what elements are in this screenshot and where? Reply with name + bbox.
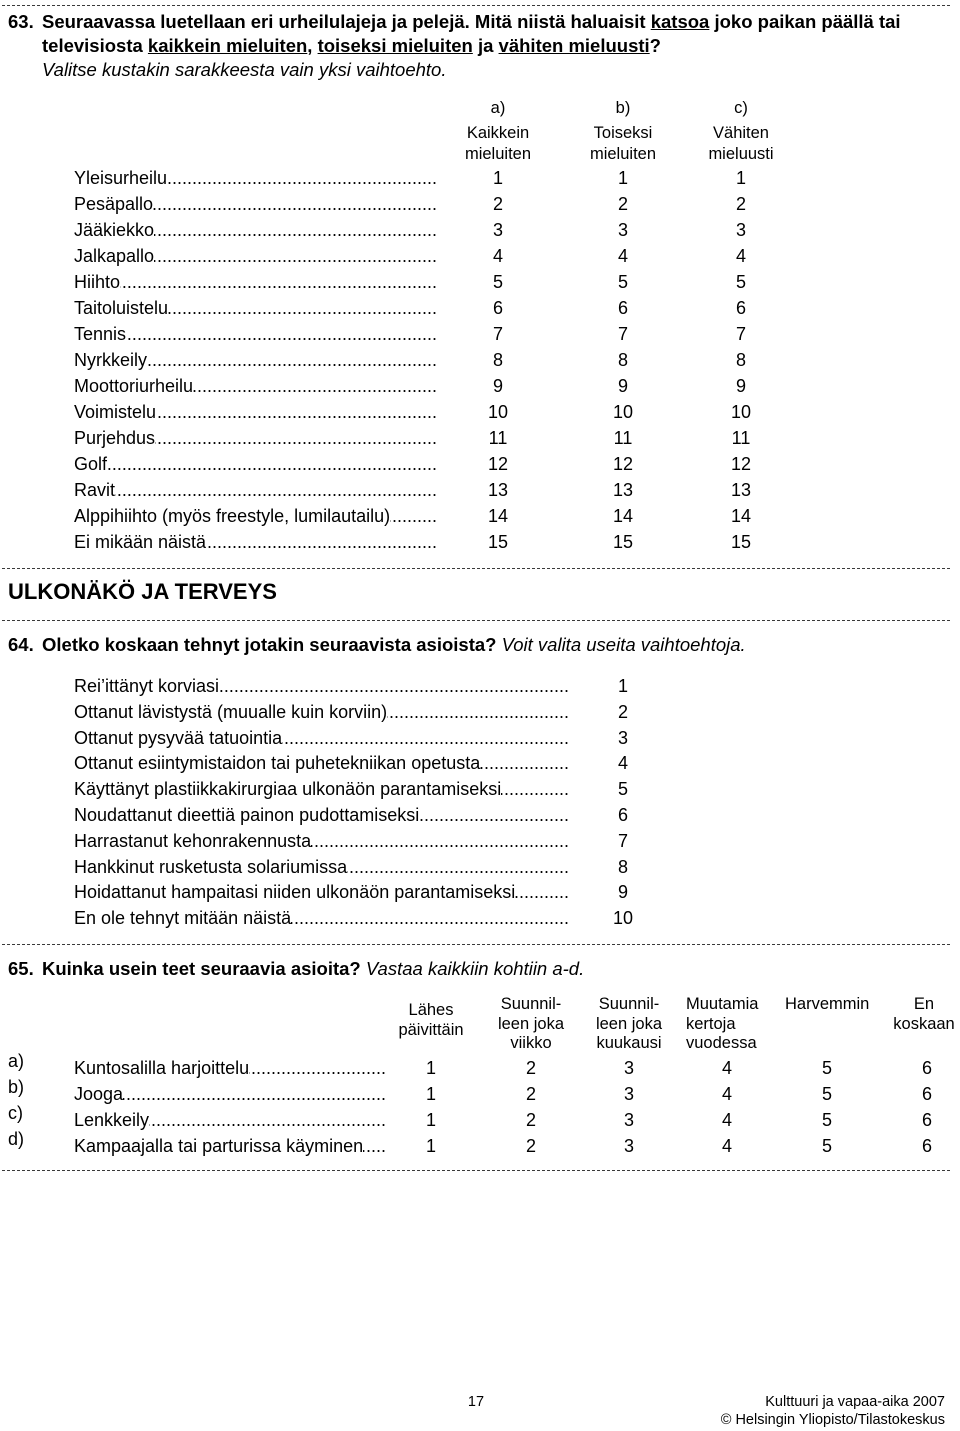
- appearance-option-row: [0, 674, 960, 700]
- column-header-line: leen joka: [497, 1014, 565, 1033]
- question-emphasis: katsoa: [650, 11, 710, 32]
- column-header-line: Suunnil-: [598, 995, 660, 1013]
- answer-code: 12: [730, 454, 752, 474]
- option-label: Lenkkeily: [74, 1110, 150, 1130]
- option-label-with-leader: [74, 243, 437, 269]
- column-header-line: leen joka: [595, 1014, 663, 1033]
- option-label-with-leader: [74, 191, 437, 217]
- option-label-with-leader: [74, 880, 569, 906]
- sport-option-row: [0, 269, 960, 295]
- answer-code: 1: [425, 1058, 436, 1078]
- column-header-line: En: [913, 995, 935, 1013]
- answer-code: 2: [525, 1084, 536, 1104]
- answer-code: 3: [623, 1058, 634, 1078]
- appearance-option-row: [0, 777, 960, 803]
- question-emphasis: toiseksi mieluiten: [317, 35, 473, 56]
- dot-leader: [206, 529, 437, 555]
- option-label-with-leader: [74, 906, 569, 932]
- answer-code: 2: [617, 194, 628, 214]
- answer-code: 3: [492, 220, 503, 240]
- column-letter: a): [490, 99, 506, 117]
- answer-code: 6: [921, 1058, 932, 1078]
- page-number: 17: [467, 1394, 485, 1410]
- answer-code: 10: [612, 908, 634, 929]
- option-label-with-leader: [74, 477, 437, 503]
- option-label: Moottoriurheilu: [74, 376, 194, 396]
- dot-leader: [154, 217, 437, 243]
- answer-code: 1: [735, 168, 746, 188]
- answer-code: 9: [735, 376, 746, 396]
- column-header-line: mieluiten: [589, 145, 657, 163]
- column-header-line: viikko: [510, 1034, 552, 1052]
- option-label-with-leader: [74, 425, 437, 451]
- answer-code: 4: [721, 1058, 732, 1078]
- option-label: Voimistelu: [74, 402, 157, 422]
- question-title: Oletko koskaan tehnyt jotakin seuraavista asioista?: [42, 634, 497, 655]
- dot-leader: [390, 503, 437, 529]
- option-label: Jääkiekko: [74, 220, 155, 240]
- item-letter: b): [8, 1077, 25, 1097]
- option-label-with-leader: [74, 347, 437, 373]
- column-header-line: Suunnil-: [500, 995, 562, 1013]
- option-label: Ottanut esiintymistaidon tai puhetekniikan opetusta: [74, 753, 481, 774]
- answer-code: 3: [623, 1136, 634, 1156]
- option-label-with-leader: [74, 503, 437, 529]
- answer-code: 13: [612, 480, 634, 500]
- answer-code: 3: [735, 220, 746, 240]
- option-label-with-leader: [74, 165, 437, 191]
- dot-leader: [120, 269, 437, 295]
- sport-option-row: [0, 165, 960, 191]
- option-label-with-leader: [74, 1133, 386, 1159]
- column-header-line: Muutamia: [686, 995, 759, 1013]
- answer-code: 4: [492, 246, 503, 266]
- dot-leader: [249, 1055, 386, 1081]
- appearance-options-list: [0, 674, 960, 932]
- answer-code: 5: [821, 1110, 832, 1130]
- answer-code: 5: [821, 1084, 832, 1104]
- question-text-part: Seuraavassa luetellaan eri urheilulajeja ja pelejä. Mitä niistä haluaisit: [42, 11, 651, 32]
- dot-leader: [168, 295, 437, 321]
- appearance-option-row: [0, 803, 960, 829]
- dot-leader: [156, 399, 437, 425]
- appearance-option-row: [0, 906, 960, 932]
- question-text-part: ,: [307, 35, 318, 56]
- question-instruction: Vastaa kaikkiin kohtiin a-d.: [365, 958, 585, 979]
- option-label: Nyrkkeily: [74, 350, 148, 370]
- question-emphasis: vähiten mieluusti: [498, 35, 650, 56]
- option-label-with-leader: [74, 674, 569, 700]
- option-label: Ottanut lävistystä (muualle kuin korviin): [74, 701, 388, 722]
- sport-option-row: [0, 399, 960, 425]
- answer-code: 4: [721, 1136, 732, 1156]
- item-letter: a): [8, 1051, 25, 1071]
- question-text-part: joko paikan päällä tai: [709, 11, 901, 32]
- option-label: Jooga: [74, 1084, 124, 1104]
- dashed-divider: [2, 1170, 950, 1171]
- option-label: Golf: [74, 454, 108, 474]
- answer-code: 11: [731, 428, 751, 448]
- answer-code: 5: [821, 1136, 832, 1156]
- appearance-option-row: [0, 880, 960, 906]
- option-label-with-leader: [74, 399, 437, 425]
- option-label-with-leader: [74, 529, 437, 555]
- answer-code: 15: [730, 532, 752, 552]
- dot-leader: [311, 829, 569, 855]
- appearance-option-row: [0, 855, 960, 881]
- sport-option-row: [0, 477, 960, 503]
- column-header-yearly: [686, 995, 758, 1054]
- question-line-2: [42, 34, 901, 58]
- answer-code: 12: [487, 454, 509, 474]
- question-title: Kuinka usein teet seuraavia asioita?: [42, 958, 361, 979]
- answer-code: 5: [617, 272, 628, 292]
- activity-frequency-list: [0, 1051, 960, 1159]
- option-label-with-leader: [74, 217, 437, 243]
- dashed-divider: [2, 568, 950, 569]
- answer-code: 6: [492, 298, 503, 318]
- answer-code: 14: [730, 506, 752, 526]
- question-text: [42, 957, 584, 981]
- sport-option-row: [0, 529, 960, 555]
- sport-option-row: [0, 425, 960, 451]
- dot-leader: [123, 1081, 386, 1107]
- option-label: Noudattanut dieettiä painon pudottamiseksi: [74, 804, 420, 825]
- option-label: Hankkinut rusketusta solariumissa: [74, 856, 348, 877]
- dot-leader: [154, 243, 437, 269]
- answer-code: 13: [487, 480, 509, 500]
- option-label: Tennis: [74, 324, 127, 344]
- column-header-never: [890, 995, 958, 1034]
- answer-code: 10: [487, 402, 509, 422]
- answer-code: 1: [425, 1110, 436, 1130]
- option-label-with-leader: [74, 321, 437, 347]
- answer-code: 8: [617, 856, 628, 877]
- publication-title: Kulttuuri ja vapaa-aika 2007: [765, 1394, 945, 1410]
- answer-code: 2: [617, 701, 628, 722]
- answer-code: 15: [612, 532, 634, 552]
- column-header-line: kertoja: [686, 1014, 736, 1033]
- footer-publication-info: [721, 1393, 945, 1429]
- option-label: Ottanut pysyvää tatuointia: [74, 727, 283, 748]
- option-label-with-leader: [74, 829, 569, 855]
- answer-code: 2: [525, 1110, 536, 1130]
- answer-code: 9: [617, 376, 628, 396]
- sport-option-row: [0, 295, 960, 321]
- dot-leader: [219, 674, 569, 700]
- answer-code: 1: [425, 1084, 436, 1104]
- answer-code: 4: [721, 1110, 732, 1130]
- option-label-with-leader: [74, 269, 437, 295]
- sport-options-list: [0, 165, 960, 555]
- dot-leader: [291, 906, 569, 932]
- option-label: Hoidattanut hampaitasi niiden ulkonäön parantamiseksi: [74, 882, 516, 903]
- option-label: Alppihiihto (myös freestyle, lumilautailu): [74, 506, 391, 526]
- answer-code: 12: [612, 454, 634, 474]
- question-text: [42, 10, 901, 82]
- answer-code: 10: [730, 402, 752, 422]
- option-label: Ravit: [74, 480, 116, 500]
- answer-code: 3: [617, 220, 628, 240]
- answer-code: 5: [821, 1058, 832, 1078]
- option-label: Yleisurheilu: [74, 168, 168, 188]
- dot-leader: [347, 855, 569, 881]
- column-header-line: Harvemmin: [785, 995, 870, 1013]
- option-label: Käyttänyt plastiikkakirurgiaa ulkonäön parantamiseksi: [74, 779, 502, 800]
- answer-code: 9: [617, 882, 628, 903]
- answer-code: 3: [623, 1084, 634, 1104]
- question-line-1: [42, 10, 901, 34]
- dashed-divider: [2, 944, 950, 945]
- answer-code: 4: [721, 1084, 732, 1104]
- option-label-with-leader: [74, 700, 569, 726]
- sport-option-row: [0, 191, 960, 217]
- answer-code: 7: [617, 830, 628, 851]
- option-label-with-leader: [74, 855, 569, 881]
- answer-code: 3: [623, 1110, 634, 1130]
- answer-code: 8: [617, 350, 628, 370]
- sport-option-row: [0, 321, 960, 347]
- question-text-part: televisiosta: [42, 35, 148, 56]
- option-label-with-leader: [74, 1107, 386, 1133]
- sport-option-row: [0, 451, 960, 477]
- answer-code: 11: [613, 428, 633, 448]
- answer-code: 6: [921, 1110, 932, 1130]
- answer-code: 5: [492, 272, 503, 292]
- answer-code: 7: [735, 324, 746, 344]
- question-emphasis: kaikkein mieluiten: [147, 35, 308, 56]
- column-header-a: [438, 97, 558, 165]
- question-number: 63.: [8, 11, 34, 32]
- option-label: Purjehdus: [74, 428, 156, 448]
- column-header-line: Lähes: [408, 1001, 454, 1019]
- answer-code: 8: [492, 350, 503, 370]
- dot-leader: [387, 700, 569, 726]
- column-header-less-often: [785, 995, 869, 1015]
- answer-code: 14: [612, 506, 634, 526]
- column-header-line: vuodessa: [686, 1034, 757, 1052]
- copyright-notice: © Helsingin Yliopisto/Tilastokeskus: [720, 1412, 945, 1428]
- dot-leader: [155, 425, 437, 451]
- answer-code: 9: [492, 376, 503, 396]
- activity-row: [0, 1129, 960, 1159]
- answer-code: 11: [488, 428, 508, 448]
- answer-code: 7: [492, 324, 503, 344]
- dot-leader: [167, 165, 437, 191]
- option-label-with-leader: [74, 726, 569, 752]
- column-header-line: Kaikkein: [466, 124, 530, 142]
- option-label-with-leader: [74, 451, 437, 477]
- option-label: Kampaajalla tai parturissa käyminen: [74, 1136, 364, 1156]
- answer-code: 6: [617, 804, 628, 825]
- dot-leader: [282, 726, 569, 752]
- column-header-line: mieluusti: [708, 145, 774, 163]
- column-header-line: kuukausi: [596, 1034, 662, 1052]
- answer-code: 4: [617, 753, 628, 774]
- option-label: Ei mikään näistä: [74, 532, 207, 552]
- answer-code: 14: [487, 506, 509, 526]
- answer-code: 6: [921, 1084, 932, 1104]
- answer-code: 1: [425, 1136, 436, 1156]
- question-number: 65.: [8, 958, 34, 979]
- column-header-line: koskaan: [893, 1014, 955, 1033]
- dot-leader: [193, 373, 437, 399]
- answer-code: 5: [617, 779, 628, 800]
- answer-code: 1: [492, 168, 503, 188]
- sport-option-row: [0, 373, 960, 399]
- option-label: Jalkapallo: [74, 246, 155, 266]
- column-header-monthly: [579, 995, 679, 1054]
- option-label: Rei’ittänyt korviasi: [74, 676, 220, 696]
- appearance-option-row: [0, 700, 960, 726]
- option-label-with-leader: [74, 1055, 386, 1081]
- column-header-daily: [381, 1000, 481, 1040]
- option-label: Harrastanut kehonrakennusta: [74, 830, 312, 851]
- dot-leader: [363, 1133, 386, 1159]
- column-header-c: [681, 97, 801, 165]
- dot-leader: [480, 751, 569, 777]
- column-header-line: Vähiten: [713, 124, 769, 142]
- section-heading: ULKONÄKÖ JA TERVEYS: [8, 579, 277, 604]
- column-header-b: [563, 97, 683, 165]
- column-header-weekly: [481, 995, 581, 1054]
- answer-code: 4: [735, 246, 746, 266]
- option-label-with-leader: [74, 777, 569, 803]
- answer-code: 3: [617, 727, 628, 748]
- answer-code: 4: [617, 246, 628, 266]
- answer-code: 6: [617, 298, 628, 318]
- option-label-with-leader: [74, 1081, 386, 1107]
- dot-leader: [107, 451, 437, 477]
- dashed-divider: [2, 5, 950, 6]
- sport-option-row: [0, 503, 960, 529]
- answer-code: 15: [487, 532, 509, 552]
- question-number: 64.: [8, 634, 34, 655]
- dot-leader: [515, 880, 569, 906]
- activity-row: [0, 1051, 960, 1081]
- answer-code: 13: [730, 480, 752, 500]
- question-instruction: Voit valita useita vaihtoehtoja.: [501, 634, 746, 655]
- column-letter: b): [615, 99, 631, 117]
- answer-code: 10: [612, 402, 634, 422]
- option-label: En ole tehnyt mitään näistä: [74, 908, 292, 929]
- activity-row: [0, 1077, 960, 1107]
- dot-leader: [126, 321, 437, 347]
- answer-code: 2: [525, 1058, 536, 1078]
- item-letter: c): [8, 1103, 23, 1123]
- question-text-part: ja: [472, 35, 499, 56]
- question-text-part: ?: [649, 35, 661, 56]
- appearance-option-row: [0, 726, 960, 752]
- answer-code: 7: [617, 324, 628, 344]
- option-label: Pesäpallo: [74, 194, 154, 214]
- dot-leader: [115, 477, 437, 503]
- option-label: Kuntosalilla harjoittelu: [74, 1058, 250, 1078]
- answer-code: 8: [735, 350, 746, 370]
- column-header-line: mieluiten: [464, 145, 532, 163]
- option-label-with-leader: [74, 295, 437, 321]
- question-instruction: Valitse kustakin sarakkeesta vain yksi vaihtoehto.: [42, 59, 447, 80]
- dot-leader: [149, 1107, 386, 1133]
- dot-leader: [419, 803, 569, 829]
- item-letter: d): [8, 1129, 25, 1149]
- column-header-line: päivittäin: [398, 1021, 464, 1039]
- answer-code: 2: [492, 194, 503, 214]
- dot-leader: [153, 191, 437, 217]
- dashed-divider: [2, 620, 950, 621]
- sport-option-row: [0, 243, 960, 269]
- dot-leader: [501, 777, 569, 803]
- answer-code: 5: [735, 272, 746, 292]
- question-text: [42, 633, 746, 657]
- dot-leader: [147, 347, 437, 373]
- sport-option-row: [0, 217, 960, 243]
- answer-code: 6: [735, 298, 746, 318]
- activity-row: [0, 1103, 960, 1133]
- answer-code: 1: [617, 676, 628, 696]
- option-label: Hiihto: [74, 272, 121, 292]
- answer-code: 1: [617, 168, 628, 188]
- option-label: Taitoluistelu: [74, 298, 169, 318]
- appearance-option-row: [0, 751, 960, 777]
- answer-code: 2: [525, 1136, 536, 1156]
- answer-code: 2: [735, 194, 746, 214]
- option-label-with-leader: [74, 751, 569, 777]
- appearance-option-row: [0, 829, 960, 855]
- column-letter: c): [734, 99, 748, 117]
- option-label-with-leader: [74, 803, 569, 829]
- sport-option-row: [0, 347, 960, 373]
- option-label-with-leader: [74, 373, 437, 399]
- column-header-line: Toiseksi: [593, 124, 653, 142]
- answer-code: 6: [921, 1136, 932, 1156]
